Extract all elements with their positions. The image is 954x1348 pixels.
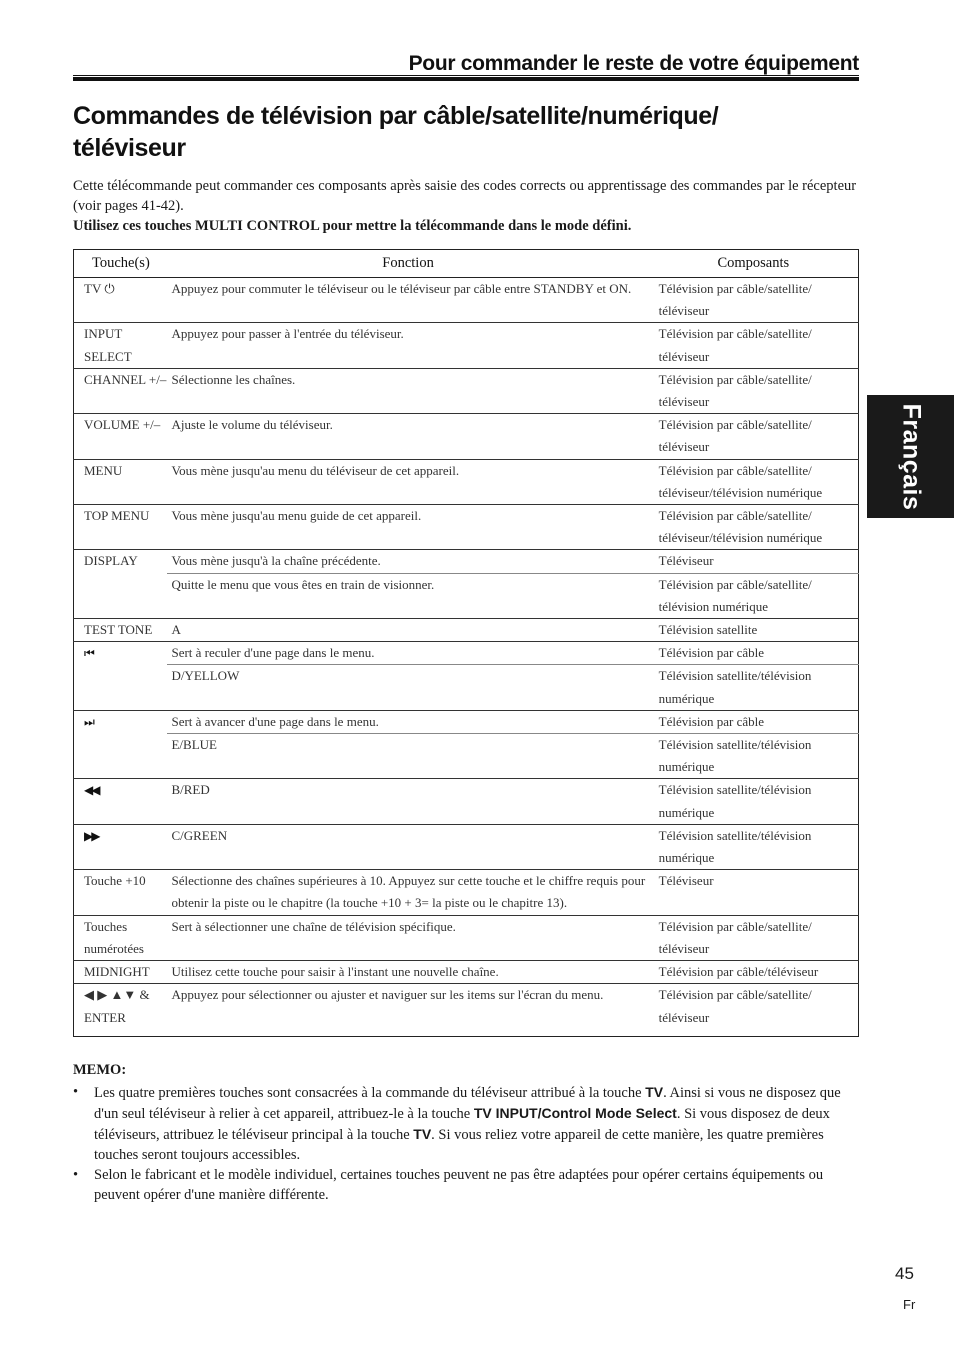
- function-cell: Sert à reculer d'une page dans le menu.: [167, 642, 648, 665]
- header-rule: [73, 77, 859, 81]
- table-row: [74, 824, 859, 869]
- table-row: [74, 278, 859, 323]
- components-cell: Télévision par câble/téléviseur: [649, 961, 859, 984]
- key-cell: Touche +10: [74, 870, 168, 915]
- table-row: [74, 505, 859, 550]
- table-row: [74, 414, 859, 459]
- components-cell: Télévision satellite/télévision numérique: [649, 734, 859, 779]
- components-cell: Télévision satellite: [649, 619, 859, 642]
- key-cell: VOLUME +/–: [74, 414, 168, 459]
- components-cell: Télévision par câble/satellite/ téléviseur: [649, 984, 859, 1036]
- function-cell: Sélectionne des chaînes supérieures à 10. Appuyez sur cette touche et le chiffre requis pour obtenir la piste ou le chapitre (la touche +10 + 3= la piste ou le chapitre 13).: [167, 870, 648, 915]
- language-tab-label: Français: [897, 403, 925, 510]
- memo-title: MEMO:: [73, 1062, 127, 1078]
- key-cell: Touches numérotées: [74, 915, 168, 960]
- components-cell: Télévision par câble/satellite/ téléviseur: [649, 278, 859, 323]
- table-row: [74, 984, 859, 1036]
- memo-item: • Les quatre premières touches sont consacrées à la commande du téléviseur attribué à la touche TV. Ainsi si vous ne disposez que d'un seul téléviseur à relier à cet appareil, attribuez-le à la touche TV INPUT/Control Mode Select. Si vous disposez de deux téléviseurs, attribuez le téléviseur principal à la touche TV. Si vous reliez votre appareil de cette manière, les quatre premières touches seront toujours accessibles.: [73, 1082, 863, 1165]
- intro-instruction: Utilisez ces touches MULTI CONTROL pour mettre la télécommande dans le mode défini.: [73, 218, 632, 234]
- rewind-icon: ◀◀: [74, 779, 168, 824]
- components-cell: Téléviseur: [649, 870, 859, 915]
- memo-section: [73, 1060, 863, 1205]
- tv-key-label: TV: [413, 1126, 432, 1142]
- function-cell: Appuyez pour commuter le téléviseur ou le téléviseur par câble entre STANDBY et ON.: [167, 278, 648, 323]
- function-cell: Vous mène jusqu'au menu guide de cet appareil.: [167, 505, 648, 550]
- components-cell: Télévision par câble: [649, 710, 859, 733]
- header-rule-thin: [73, 75, 859, 76]
- components-cell: Télévision par câble/satellite/ téléviseur: [649, 323, 859, 368]
- table-row: [74, 619, 859, 642]
- function-cell: Sert à sélectionner une chaîne de télévision spécifique.: [167, 915, 648, 960]
- function-cell: Vous mène jusqu'à la chaîne précédente.: [167, 550, 648, 573]
- function-cell: Ajuste le volume du téléviseur.: [167, 414, 648, 459]
- key-cell: CHANNEL +/–: [74, 368, 168, 413]
- function-cell: Sélectionne les chaînes.: [167, 368, 648, 413]
- function-cell: D/YELLOW: [167, 665, 648, 710]
- header-keys: Touche(s): [74, 250, 168, 278]
- language-tab: [867, 395, 954, 518]
- components-cell: Télévision par câble/satellite/ téléviseur: [649, 414, 859, 459]
- tv-input-key-label: TV INPUT/Control Mode Select: [473, 1105, 677, 1121]
- key-cell: [74, 665, 168, 710]
- header-components: Composants: [649, 250, 859, 278]
- key-cell: [74, 734, 168, 779]
- function-cell: Vous mène jusqu'au menu du téléviseur de cet appareil.: [167, 459, 648, 504]
- table-row: [74, 368, 859, 413]
- components-cell: Télévision satellite/télévision numérique: [649, 665, 859, 710]
- skip-back-icon: ⏮: [74, 642, 168, 665]
- table-row: [74, 870, 859, 915]
- function-cell: Appuyez pour sélectionner ou ajuster et naviguer sur les items sur l'écran du menu.: [167, 984, 648, 1036]
- key-cell: ◀ ▶ ▲▼ & ENTER: [74, 984, 168, 1036]
- function-cell: Utilisez cette touche pour saisir à l'instant une nouvelle chaîne.: [167, 961, 648, 984]
- table-row: [74, 573, 859, 618]
- key-cell: INPUT SELECT: [74, 323, 168, 368]
- key-cell: [74, 573, 168, 618]
- table-row: [74, 665, 859, 710]
- components-cell: Télévision par câble/satellite/ téléviseur/télévision numérique: [649, 459, 859, 504]
- function-cell: Appuyez pour passer à l'entrée du téléviseur.: [167, 323, 648, 368]
- skip-forward-icon: ⏭: [74, 710, 168, 733]
- fast-forward-icon: ▶▶: [74, 824, 168, 869]
- key-cell: TEST TONE: [74, 619, 168, 642]
- table-row: [74, 779, 859, 824]
- function-cell: Sert à avancer d'une page dans le menu.: [167, 710, 648, 733]
- function-cell: A: [167, 619, 648, 642]
- components-cell: Télévision satellite/télévision numérique: [649, 824, 859, 869]
- section-header: [73, 50, 859, 84]
- components-cell: Téléviseur: [649, 550, 859, 573]
- key-cell: MENU: [74, 459, 168, 504]
- components-cell: Télévision satellite/télévision numérique: [649, 779, 859, 824]
- section-title: Pour commander le reste de votre équipement: [408, 52, 859, 75]
- table-row: [74, 915, 859, 960]
- key-cell: DISPLAY: [74, 550, 168, 573]
- commands-table: [73, 249, 859, 1037]
- table-row: [74, 734, 859, 779]
- function-cell: C/GREEN: [167, 824, 648, 869]
- memo-item: • Selon le fabricant et le modèle individuel, certaines touches peuvent ne pas être adaptées pour opérer certains équipements ou peuvent opérer d'une manière différente.: [73, 1165, 863, 1205]
- components-cell: Télévision par câble/satellite/ téléviseur: [649, 915, 859, 960]
- components-cell: Télévision par câble/satellite/ télévision numérique: [649, 573, 859, 618]
- header-function: Fonction: [167, 250, 648, 278]
- table-row: [74, 710, 859, 733]
- function-cell: E/BLUE: [167, 734, 648, 779]
- components-cell: Télévision par câble: [649, 642, 859, 665]
- memo-list: [73, 1082, 863, 1205]
- page-title: Commandes de télévision par câble/satellite/numérique/ téléviseur: [73, 102, 719, 162]
- function-cell: Quitte le menu que vous êtes en train de visionner.: [167, 573, 648, 618]
- key-cell: MIDNIGHT: [74, 961, 168, 984]
- page-number: 45: [895, 1264, 914, 1283]
- key-cell: TV ⏻: [74, 278, 168, 323]
- function-cell: B/RED: [167, 779, 648, 824]
- components-cell: Télévision par câble/satellite/ téléviseur/télévision numérique: [649, 505, 859, 550]
- page-language-code: Fr: [903, 1297, 916, 1312]
- table-header-row: [74, 250, 859, 278]
- tv-key-label: TV: [645, 1084, 664, 1100]
- key-cell: TOP MENU: [74, 505, 168, 550]
- components-cell: Télévision par câble/satellite/ téléviseur: [649, 368, 859, 413]
- table-row: [74, 642, 859, 665]
- intro-text: Cette télécommande peut commander ces composants après saisie des codes corrects ou apprentissage des commandes par le récepteur (voir pages 41-42).: [73, 178, 857, 214]
- table-row: [74, 459, 859, 504]
- table-row: [74, 550, 859, 573]
- table-row: [74, 961, 859, 984]
- table-row: [74, 323, 859, 368]
